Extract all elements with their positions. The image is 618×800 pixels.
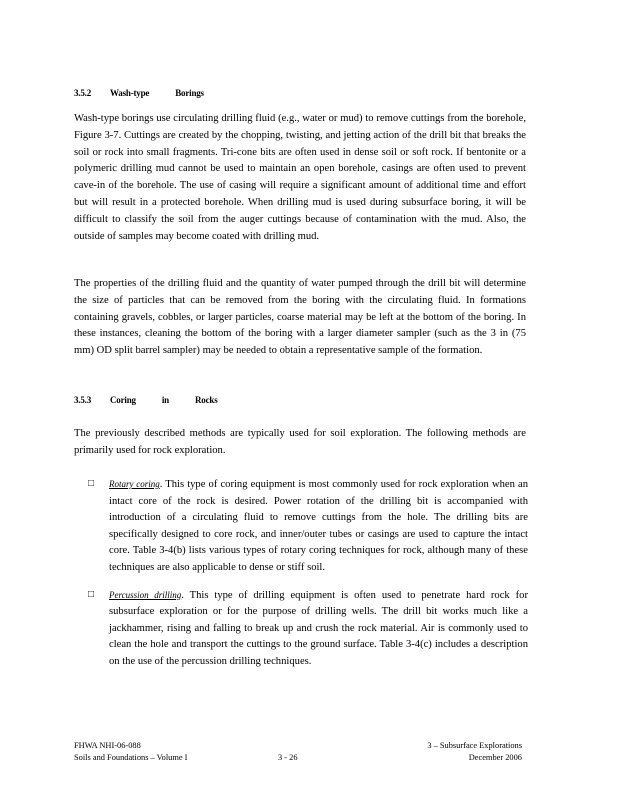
section-title: Coring in Rocks <box>110 395 218 405</box>
checkbox-bullet-icon: □ <box>88 588 95 600</box>
paragraph-wash-type-intro: Wash-type borings use circulating drilling fluid (e.g., water or mud) to remove cuttings from the borehole, Figure 3-7. Cuttings are created by the chopping, twisting, and jetting action of the drill bit that breaks the soil or rock into small fragments. Tri-cone bits are often used in dense soil or soft rock. If bentonite or a polymeric drilling mud cannot be used to maintain an open borehole, casings are often used to prevent cave-in of the borehole. The use of casing will require a significant amount of additional time and effort but will result in a protected borehole. When drilling mud is used during subsurface boring, it will be difficult to classify the soil from the auger cuttings because of contamination with the mud. Also, the outside of samples may become coated with drilling mud. <box>74 113 526 242</box>
list-item-percussion-drilling <box>88 587 528 671</box>
term-percussion-drilling: Percussion drilling <box>109 589 182 600</box>
footer-chapter: 3 – Subsurface Explorations <box>427 741 522 750</box>
section-heading-coring-in-rocks <box>74 395 218 405</box>
paragraph-drilling-fluid-properties: The properties of the drilling fluid and the quantity of water pumped through the drill bit will determine the size of particles that can be removed from the boring with the circulating fluid. In formations containing gravels, cobbles, or larger particles, coarse material may be left at the bottom of the boring. In these instances, cleaning the bottom of the boring with a larger diameter sampler (such as the 3 in (75 mm) OD split barrel sampler) may be needed to obtain a representative sample of the formation. <box>74 278 526 357</box>
paragraph-rock-methods-intro: The previously described methods are typically used for soil exploration. The following methods are primarily used for rock exploration. <box>74 428 526 456</box>
term-rotary-coring: Rotary coring <box>109 479 160 489</box>
section-number: 3.5.2 <box>74 88 92 98</box>
footer-date: December 2006 <box>468 753 522 762</box>
footer-page-number: 3 - 26 <box>278 753 298 762</box>
checkbox-bullet-icon: □ <box>88 478 95 489</box>
footer-course-title: Soils and Foundations – Volume I <box>74 753 188 762</box>
footer-document-id: FHWA NHI-06-088 <box>74 741 141 750</box>
rock-methods-list <box>88 476 528 671</box>
description-percussion-drilling: . This type of drilling equipment is often used to penetrate hard rock for subsurface exploration or for the purpose of drilling wells. The drill bit works much like a jackhammer, rising and falling to break up and crush the rock material. Air is commonly used to clean the hole and transport the cuttings to the ground surface. Table 3-4(c) includes a description on the use of the percussion drilling techniques. <box>109 589 528 667</box>
section-heading-wash-type-borings <box>74 88 204 98</box>
list-item-rotary-coring <box>88 476 528 577</box>
section-title: Wash-type Borings <box>110 88 204 98</box>
description-rotary-coring: . This type of coring equipment is most commonly used for rock exploration when an intact core of the rock is desired. Power rotation of the drilling bit is accompanied with introduction of a circulating fluid to remove cuttings from the hole. The drilling bits are specifically designed to core rock, and inner/outer tubes or casings are used to capture the intact core. Table 3-4(b) lists various types of rotary coring techniques for rock, although many of these techniques are also applicable to dense or stiff soil. <box>109 479 529 573</box>
section-number: 3.5.3 <box>74 395 92 405</box>
